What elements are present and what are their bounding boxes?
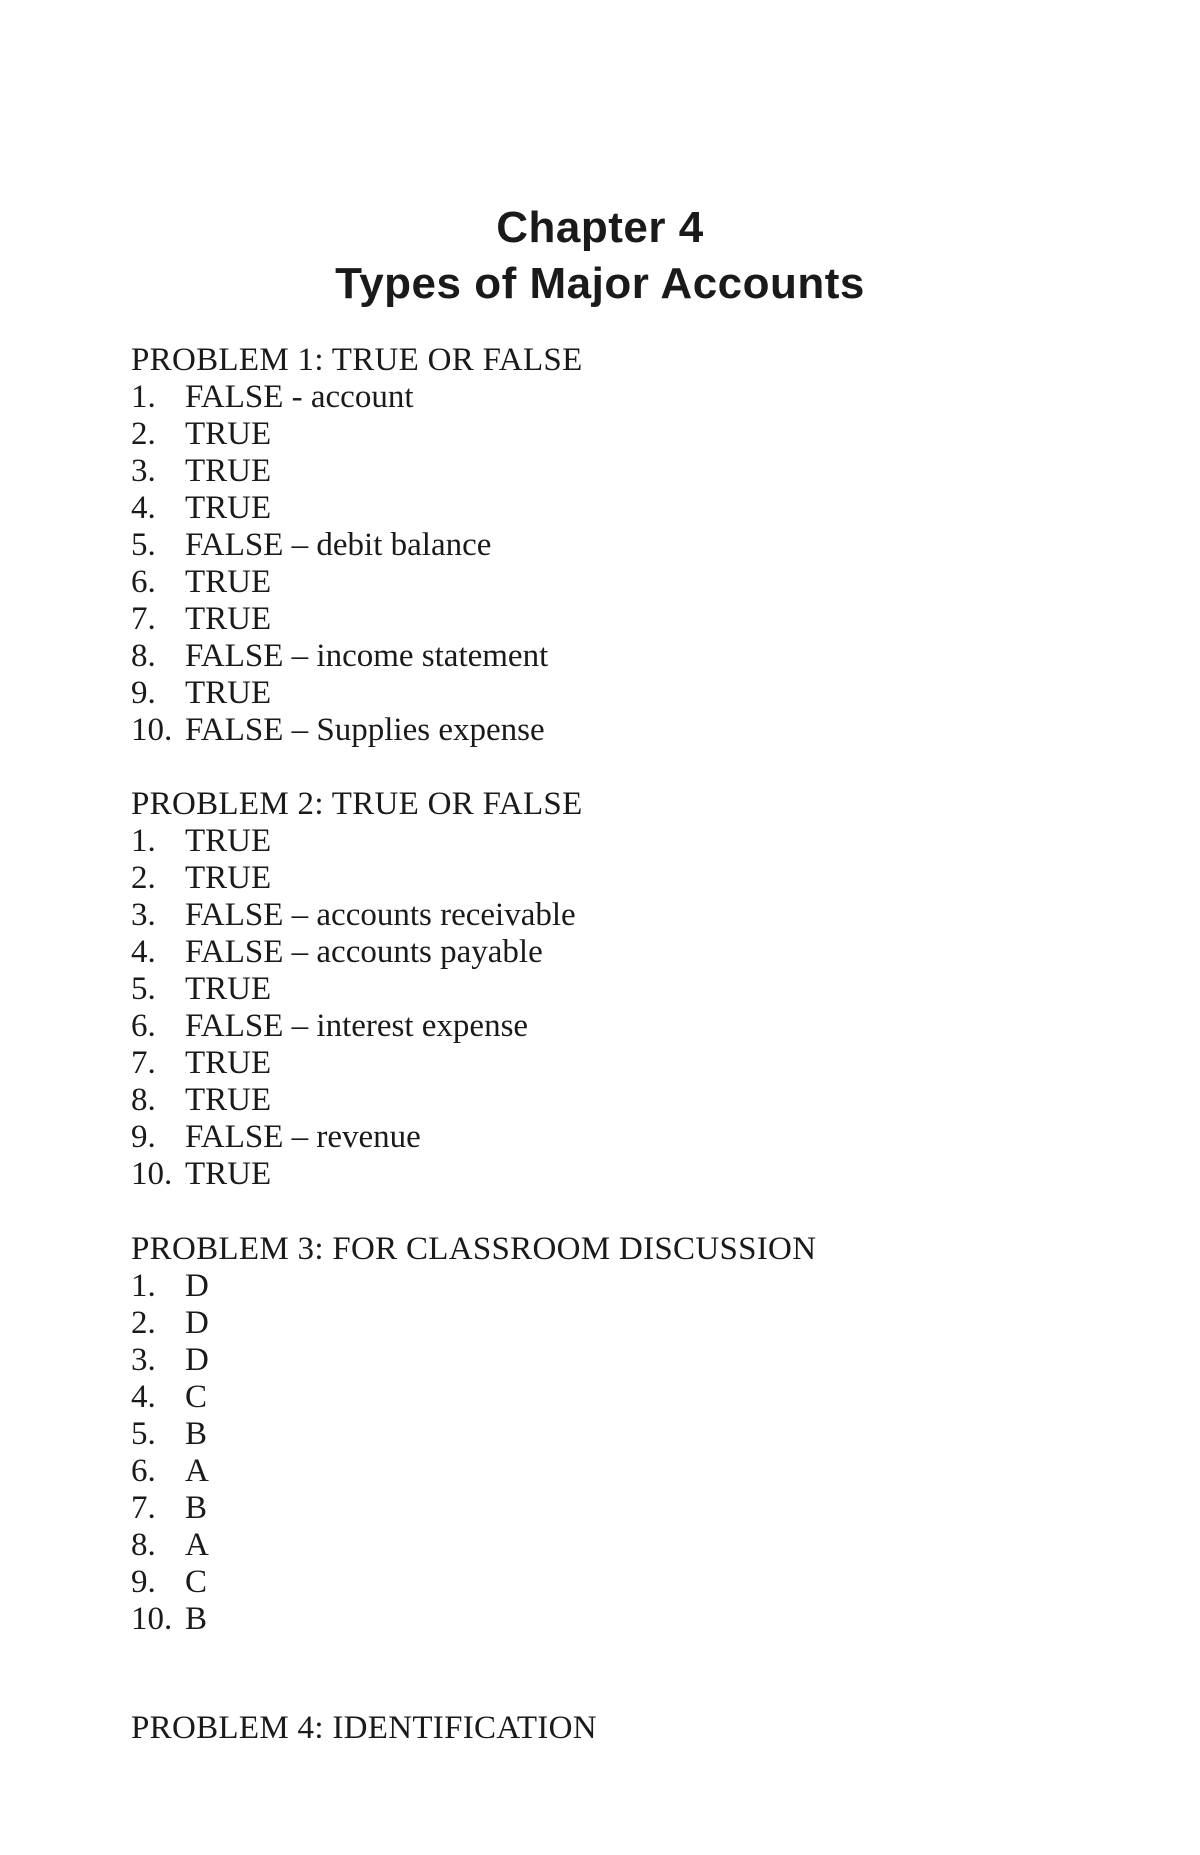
answer-number: 7. bbox=[131, 1045, 156, 1081]
answer-text: D bbox=[185, 1268, 209, 1304]
answer-text: A bbox=[185, 1453, 209, 1489]
answer-item bbox=[131, 490, 583, 527]
answer-number: 7. bbox=[131, 1490, 156, 1526]
answer-item bbox=[131, 897, 583, 934]
answer-item bbox=[131, 860, 583, 897]
answer-number: 1. bbox=[131, 379, 156, 415]
answer-item bbox=[131, 564, 583, 601]
answer-number: 1. bbox=[131, 823, 156, 859]
answer-number: 3. bbox=[131, 453, 156, 489]
answer-text: TRUE bbox=[185, 564, 272, 600]
chapter-title: Types of Major Accounts bbox=[335, 259, 865, 308]
answer-text: TRUE bbox=[185, 1045, 272, 1081]
answer-item bbox=[131, 675, 583, 712]
answer-text: TRUE bbox=[185, 971, 272, 1007]
problem-1-section bbox=[131, 342, 583, 749]
problem-4-section bbox=[131, 1710, 597, 1747]
answer-item bbox=[131, 1564, 816, 1601]
problem-2-heading: PROBLEM 2: TRUE OR FALSE bbox=[131, 786, 583, 822]
answer-text: TRUE bbox=[185, 601, 272, 637]
answer-item bbox=[131, 1082, 583, 1119]
answer-number: 3. bbox=[131, 1342, 156, 1378]
answer-item bbox=[131, 1119, 583, 1156]
chapter-title-block bbox=[0, 200, 1200, 312]
answer-text: A bbox=[185, 1527, 209, 1563]
answer-number: 5. bbox=[131, 971, 156, 1007]
answer-item bbox=[131, 416, 583, 453]
answer-number: 6. bbox=[131, 564, 156, 600]
answer-number: 1. bbox=[131, 1268, 156, 1304]
problem-1-answers bbox=[131, 379, 583, 749]
answer-text: FALSE – accounts payable bbox=[185, 934, 543, 970]
answer-item bbox=[131, 934, 583, 971]
answer-item bbox=[131, 1453, 816, 1490]
answer-text: FALSE – revenue bbox=[185, 1119, 421, 1155]
answer-text: FALSE – income statement bbox=[185, 638, 549, 674]
answer-number: 4. bbox=[131, 1379, 156, 1415]
answer-item bbox=[131, 1305, 816, 1342]
answer-number: 8. bbox=[131, 638, 156, 674]
answer-text: FALSE – accounts receivable bbox=[185, 897, 576, 933]
answer-number: 8. bbox=[131, 1527, 156, 1563]
answer-text: FALSE – interest expense bbox=[185, 1008, 529, 1044]
answer-number: 10. bbox=[131, 1601, 173, 1637]
answer-number: 2. bbox=[131, 416, 156, 452]
answer-item bbox=[131, 712, 583, 749]
answer-text: TRUE bbox=[185, 860, 272, 896]
answer-number: 2. bbox=[131, 1305, 156, 1341]
answer-item bbox=[131, 527, 583, 564]
answer-text: TRUE bbox=[185, 490, 272, 526]
answer-text: TRUE bbox=[185, 416, 272, 452]
answer-text: B bbox=[185, 1601, 208, 1637]
answer-text: D bbox=[185, 1342, 209, 1378]
answer-text: C bbox=[185, 1379, 208, 1415]
answer-item bbox=[131, 1379, 816, 1416]
answer-text: B bbox=[185, 1490, 208, 1526]
answer-item bbox=[131, 379, 583, 416]
problem-3-heading: PROBLEM 3: FOR CLASSROOM DISCUSSION bbox=[131, 1231, 817, 1267]
chapter-number: Chapter 4 bbox=[496, 203, 704, 252]
answer-text: FALSE – Supplies expense bbox=[185, 712, 545, 748]
answer-item bbox=[131, 1008, 583, 1045]
answer-item bbox=[131, 601, 583, 638]
answer-item bbox=[131, 1601, 816, 1638]
answer-item bbox=[131, 1527, 816, 1564]
answer-number: 6. bbox=[131, 1453, 156, 1489]
answer-item bbox=[131, 1045, 583, 1082]
answer-item bbox=[131, 1490, 816, 1527]
answer-item bbox=[131, 1342, 816, 1379]
answer-number: 10. bbox=[131, 712, 173, 748]
problem-4-heading: PROBLEM 4: IDENTIFICATION bbox=[131, 1710, 597, 1746]
answer-text: TRUE bbox=[185, 675, 272, 711]
answer-number: 9. bbox=[131, 675, 156, 711]
answer-item bbox=[131, 823, 583, 860]
answer-text: C bbox=[185, 1564, 208, 1600]
answer-number: 6. bbox=[131, 1008, 156, 1044]
answer-number: 2. bbox=[131, 860, 156, 896]
answer-text: TRUE bbox=[185, 1156, 272, 1192]
answer-number: 5. bbox=[131, 527, 156, 563]
answer-text: FALSE - account bbox=[185, 379, 414, 415]
answer-number: 7. bbox=[131, 601, 156, 637]
answer-item bbox=[131, 1156, 583, 1193]
answer-item bbox=[131, 453, 583, 490]
answer-number: 5. bbox=[131, 1416, 156, 1452]
answer-text: B bbox=[185, 1416, 208, 1452]
answer-number: 9. bbox=[131, 1564, 156, 1600]
problem-3-section bbox=[131, 1231, 816, 1638]
problem-2-answers bbox=[131, 823, 583, 1193]
answer-item bbox=[131, 638, 583, 675]
problem-1-heading: PROBLEM 1: TRUE OR FALSE bbox=[131, 342, 583, 378]
answer-text: TRUE bbox=[185, 823, 272, 859]
answer-text: FALSE – debit balance bbox=[185, 527, 492, 563]
answer-number: 4. bbox=[131, 934, 156, 970]
answer-text: D bbox=[185, 1305, 209, 1341]
answer-item bbox=[131, 1416, 816, 1453]
answer-number: 4. bbox=[131, 490, 156, 526]
answer-number: 10. bbox=[131, 1156, 173, 1192]
answer-text: TRUE bbox=[185, 453, 272, 489]
answer-text: TRUE bbox=[185, 1082, 272, 1118]
problem-2-section bbox=[131, 786, 583, 1193]
problem-3-answers bbox=[131, 1268, 816, 1638]
answer-number: 3. bbox=[131, 897, 156, 933]
answer-number: 8. bbox=[131, 1082, 156, 1118]
answer-item bbox=[131, 1268, 816, 1305]
answer-number: 9. bbox=[131, 1119, 156, 1155]
answer-item bbox=[131, 971, 583, 1008]
